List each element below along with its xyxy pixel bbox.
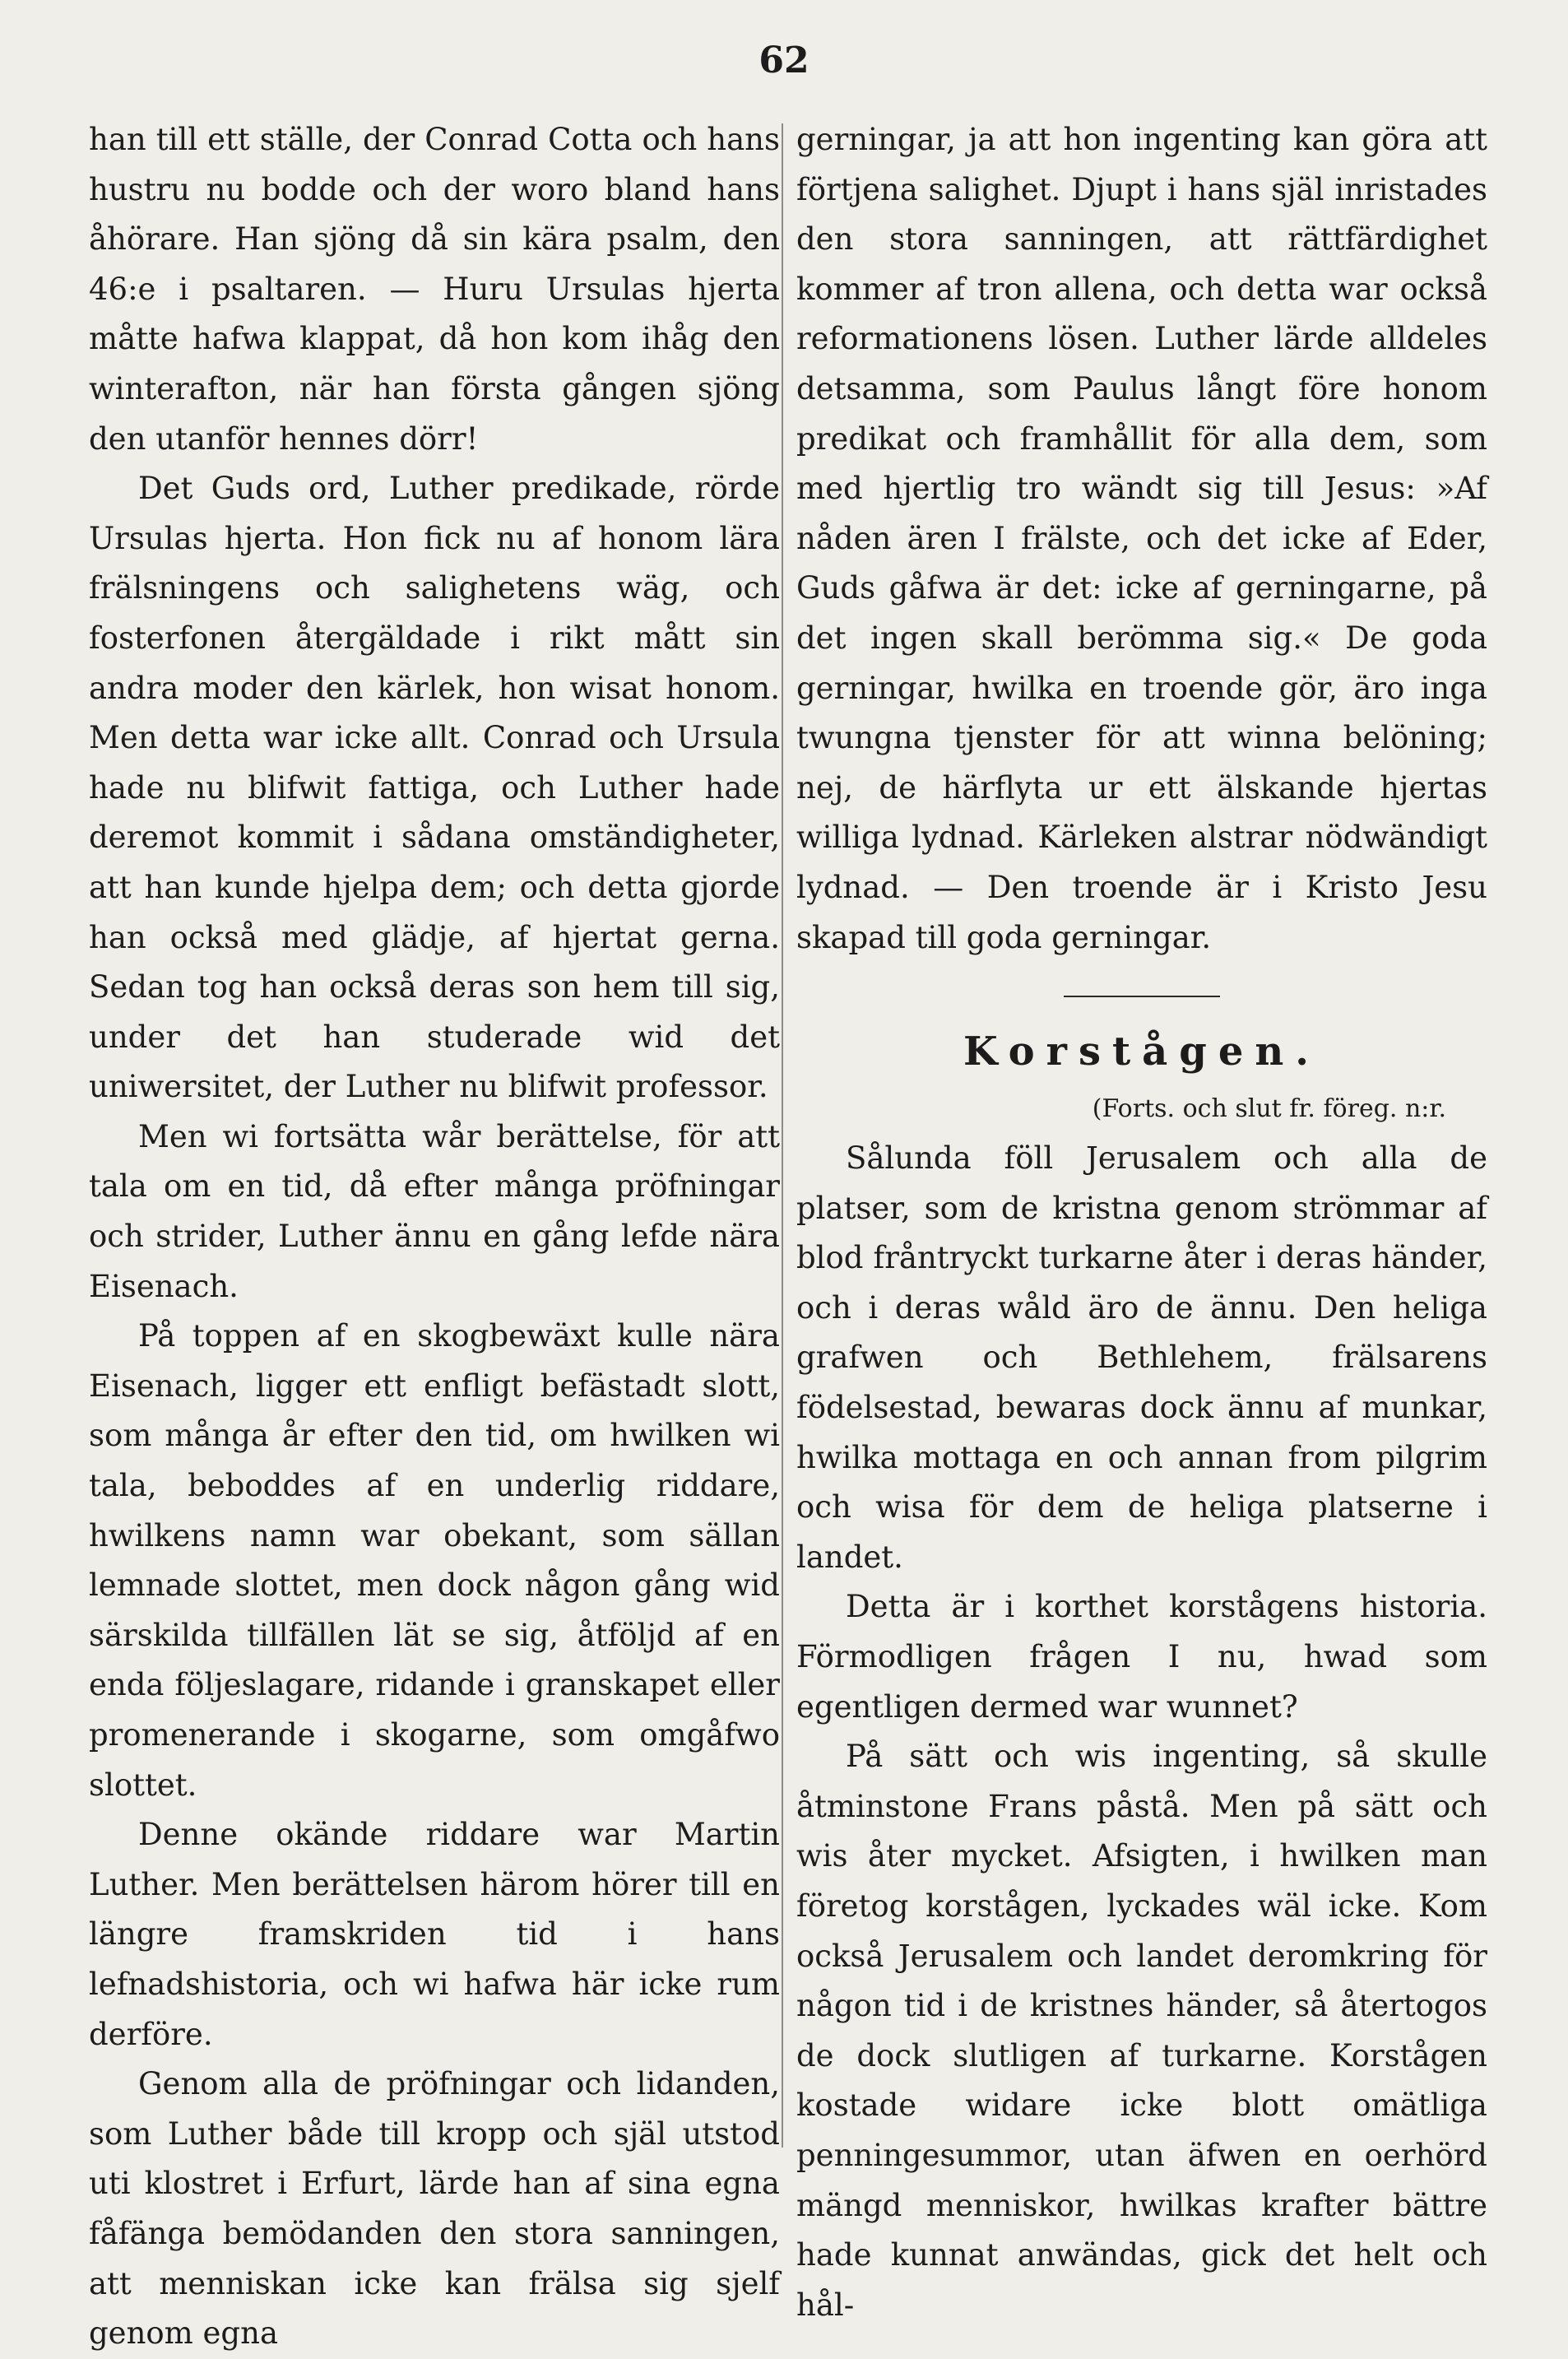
column-divider	[782, 123, 783, 2148]
left-column	[89, 115, 780, 2359]
paragraph: Denne okände riddare war Martin Luther. Men berättelsen härom hörer till en längre framskriden tid i hans lefnadshistoria, och wi hafwa här icke rum derföre.	[89, 1817, 780, 2052]
paragraph: På toppen af en skogbewäxt kulle nära Eisenach, ligger ett enfligt befästadt slott, som många år efter den tid, om hwilken wi tala, beboddes af en underlig riddare, hwilkens namn war obekant, som sällan lemnade slottet, men dock någon gång wid särskilda tillfällen lät se sig, åtföljd af en enda följeslagare, ridande i granskapet eller promenerande i skogarne, som omgåfwo slottet.	[89, 1318, 780, 1803]
paragraph: Detta är i korthet korstågens historia. Förmodligen frågen I nu, hwad som egentligen dermed war wunnet?	[796, 1589, 1487, 1725]
section-note: (Forts. och slut fr. föreg. n:r.	[1092, 1094, 1446, 1124]
paragraph: Men wi fortsätta wår berättelse, för att tala om en tid, då efter många pröfningar och strider, Luther ännu en gång lefde nära Eisenach.	[89, 1118, 780, 1304]
paragraph: På sätt och wis ingenting, så skulle åtminstone Frans påstå. Men på sätt och wis åter mycket. Afsigten, i hwilken man företog korstågen, lyckades wäl icke. Kom också Jerusalem och landet deromkring för någon tid i de kristnes händer, så återtogos de dock slutligen af turkarne. Korstågen kostade widare icke blott omätliga penningesummor, utan äfwen en oerhörd mängd menniskor, hwilkas krafter bättre hade kunnat anwändas, gick det helt och hål-	[796, 1739, 1487, 2323]
paragraph: gerningar, ja att hon ingenting kan göra att förtjena salighet. Djupt i hans själ inristades den stora sanningen, att rättfärdighet kommer af tron allena, och detta war också reformationens lösen. Luther lärde alldeles detsamma, som Paulus långt före honom predikat och framhållit för alla dem, som med hjertlig tro wändt sig till Jesus: »Af nåden ären I frälste, och det icke af Eder, Guds gåfwa är det: icke af gerningarne, på det ingen skall berömma sig.« De goda gerningar, hwilka en troende gör, äro inga twungna tjenster för att winna belöning; nej, de härflyta ur ett älskande hjertas williga lydnad. Kärleken alstrar nödwändigt lydnad. — Den troende är i Kristo Jesu skapad till goda gerningar.	[796, 122, 1487, 955]
section-divider	[1064, 996, 1220, 997]
paragraph: Genom alla de pröfningar och lidanden, som Luther både till kropp och själ utstod uti klostret i Erfurt, lärde han af sina egna fåfänga bemödanden den stora sanningen, att menniskan icke kan frälsa sig sjelf genom egna	[89, 2066, 780, 2352]
paragraph: han till ett ställe, der Conrad Cotta och hans hustru nu bodde och der woro bland hans åhörare. Han sjöng då sin kära psalm, den 46:e i psaltaren. — Huru Ursulas hjerta måtte hafwa klappat, då hon kom ihåg den winterafton, när han första gången sjöng den utanför hennes dörr!	[89, 122, 780, 457]
paragraph: Sålunda föll Jerusalem och alla de platser, som de kristna genom strömmar af blod fråntryckt turkarne åter i deras händer, och i deras wåld äro de ännu. Den heliga grafwen och Bethlehem, frälsarens födelsestad, bewaras dock ännu af munkar, hwilka mottaga en och annan from pilgrim och wisa för dem de heliga platserne i landet.	[796, 1140, 1487, 1575]
page-number: 62	[758, 39, 810, 81]
right-column	[796, 115, 1487, 2330]
section-title: Korstågen.	[963, 1029, 1320, 1075]
paragraph: Det Guds ord, Luther predikade, rörde Ursulas hjerta. Hon fick nu af honom lära frälsningens och salighetens wäg, och fosterfonen återgäldade i rikt mått sin andra moder den kärlek, hon wisat honom. Men detta war icke allt. Conrad och Ursula hade nu blifwit fattiga, och Luther hade deremot kommit i sådana omständigheter, att han kunde hjelpa dem; och detta gjorde han också med glädje, af hjertat gerna. Sedan tog han också deras son hem till sig, under det han studerade wid det uniwersitet, der Luther nu blifwit professor.	[89, 471, 780, 1105]
